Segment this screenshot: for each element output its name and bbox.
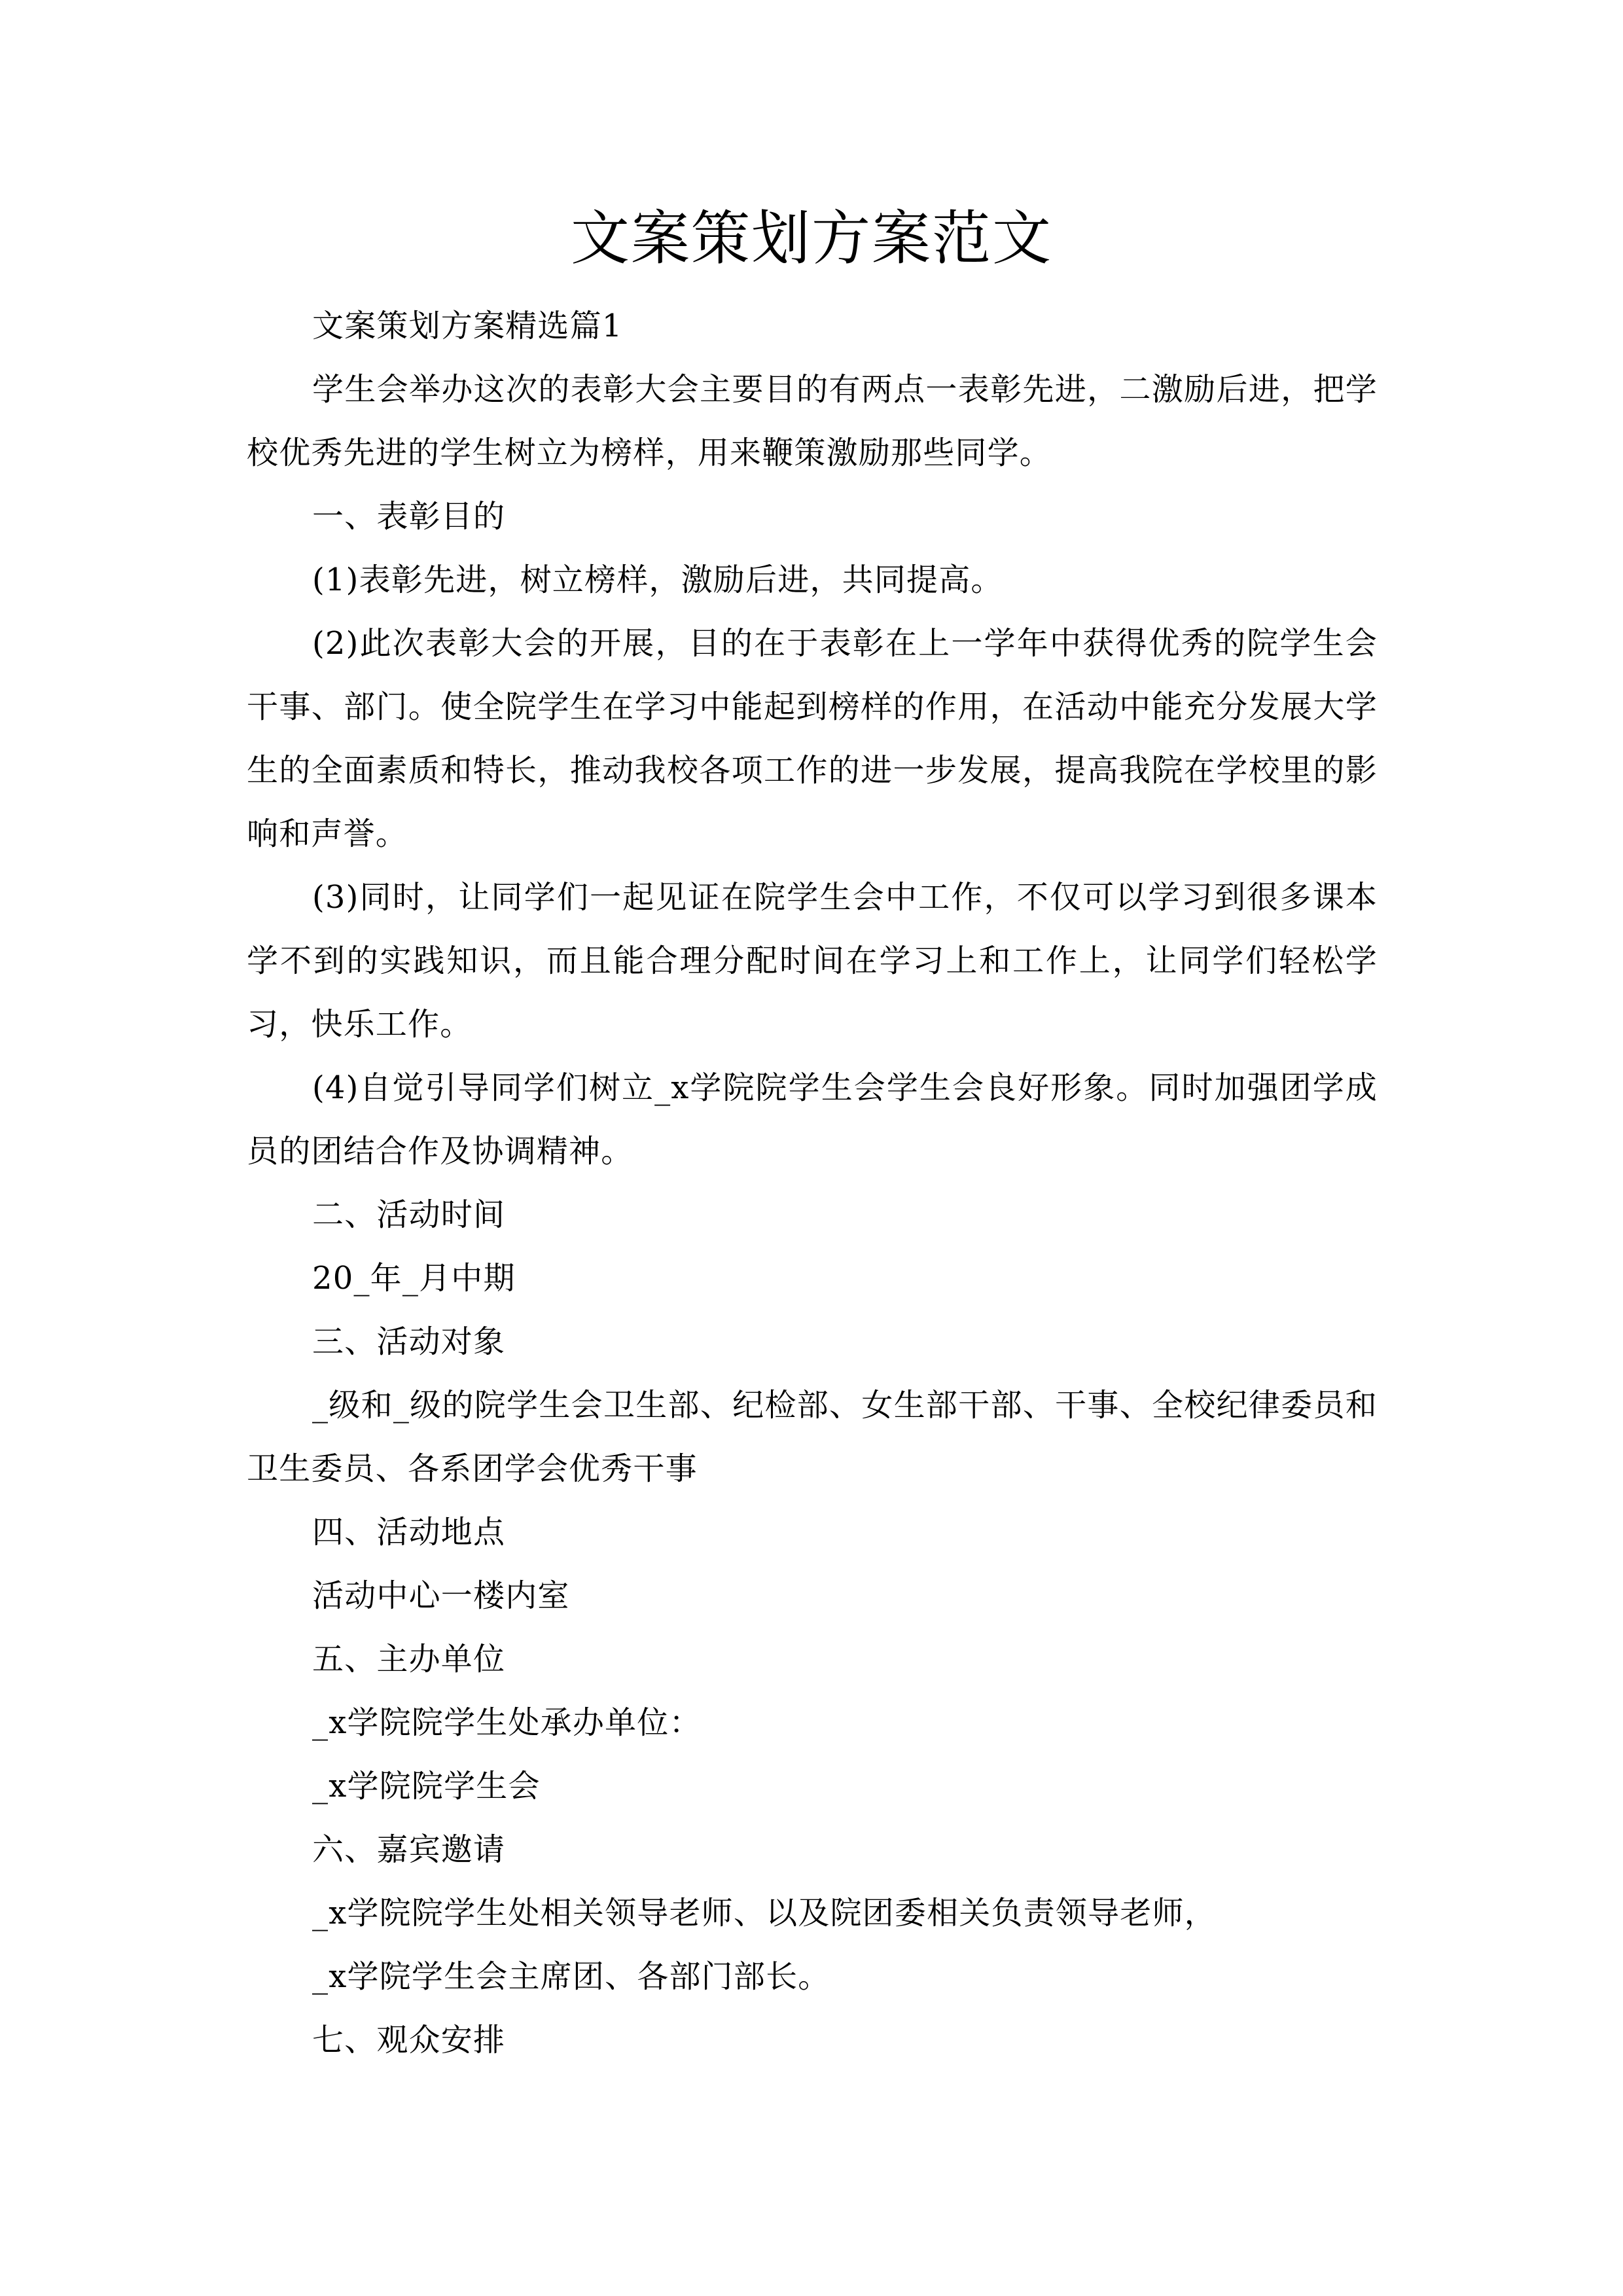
guests-item-1: _x学院院学生处相关领导老师、以及院团委相关负责领导老师， xyxy=(312,1895,1217,1931)
section-heading-seating: 七、观众安排 xyxy=(312,2022,506,2058)
purpose-item-1: (1)表彰先进，树立榜样，激励后进，共同提高。 xyxy=(312,562,1003,598)
purpose-item-4: (4)自觉引导同学们树立_x学院院学生会学生会良好形象。同时加强团学成员的团结合作及协调精神。 xyxy=(247,1069,1378,1170)
co-organizer-value: _x学院院学生会 xyxy=(312,1768,541,1804)
audience-value: _级和_级的院学生会卫生部、纪检部、女生部干部、干事、全校纪律委员和卫生委员、各系团学会优秀干事 xyxy=(247,1387,1378,1487)
section-subtitle: 文案策划方案精选篇1 xyxy=(312,308,623,344)
document-body xyxy=(247,295,1378,2072)
location-value: 活动中心一楼内室 xyxy=(312,1577,570,1614)
section-heading-time: 二、活动时间 xyxy=(312,1196,506,1233)
guests-item-2: _x学院学生会主席团、各部门部长。 xyxy=(312,1958,830,1995)
purpose-item-3: (3)同时，让同学们一起见证在院学生会中工作，不仅可以学习到很多课本学不到的实践知识，而且能合理分配时间在学习上和工作上，让同学们轻松学习，快乐工作。 xyxy=(247,879,1378,1043)
intro-paragraph: 学生会举办这次的表彰大会主要目的有两点一表彰先进，二激励后进，把学校优秀先进的学生树立为榜样，用来鞭策激励那些同学。 xyxy=(247,371,1378,471)
section-heading-purpose: 一、表彰目的 xyxy=(312,498,506,535)
purpose-item-2: (2)此次表彰大会的开展，目的在于表彰在上一学年中获得优秀的院学生会干事、部门。使全院学生在学习中能起到榜样的作用，在活动中能充分发展大学生的全面素质和特长，推动我校各项工作的进一步发展，提高我院在学校里的影响和声誉。 xyxy=(247,625,1378,852)
document-title: 文案策划方案范文 xyxy=(571,204,1052,273)
section-heading-location: 四、活动地点 xyxy=(312,1514,506,1551)
section-heading-organizer: 五、主办单位 xyxy=(312,1641,506,1677)
time-value: 20_年_月中期 xyxy=(312,1260,516,1297)
section-heading-guests: 六、嘉宾邀请 xyxy=(312,1831,506,1868)
section-heading-audience: 三、活动对象 xyxy=(312,1323,506,1360)
organizer-value: _x学院院学生处承办单位： xyxy=(312,1704,702,1741)
